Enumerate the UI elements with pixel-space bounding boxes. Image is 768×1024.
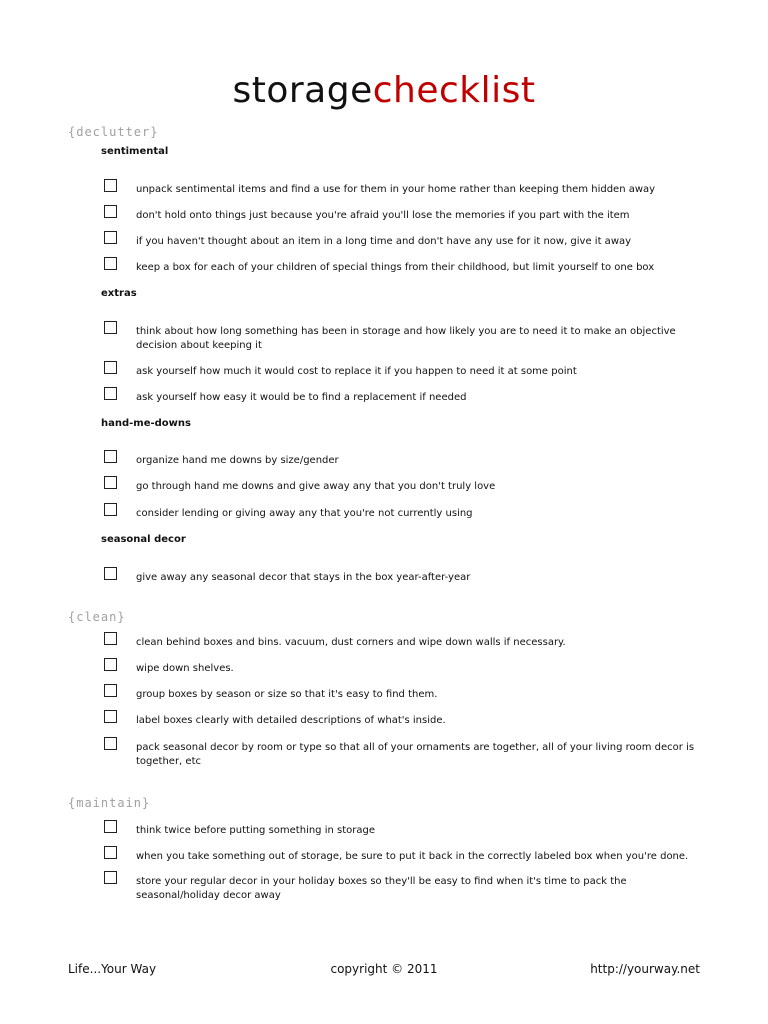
footer-brand: Life...Your Way bbox=[68, 962, 157, 976]
checkbox[interactable] bbox=[104, 231, 117, 244]
checklist-item-text: keep a box for each of your children of special things from their childhood, but limit yourself to one box bbox=[136, 262, 655, 273]
checkbox[interactable] bbox=[104, 321, 117, 334]
checkbox[interactable] bbox=[104, 632, 117, 645]
footer-copyright: copyright © 2011 bbox=[330, 962, 438, 976]
checkbox[interactable] bbox=[104, 387, 117, 400]
checklist-item-text: when you take something out of storage, be sure to put it back in the correctly labeled box when you're done. bbox=[136, 851, 689, 862]
checklist-item-text: give away any seasonal decor that stays in the box year-after-year bbox=[136, 572, 471, 583]
title-part-storage: storage bbox=[232, 70, 373, 111]
title-part-checklist: checklist bbox=[372, 70, 536, 111]
checklist-item-text: wipe down shelves. bbox=[136, 663, 234, 674]
checklist-item-text: label boxes clearly with detailed descriptions of what's inside. bbox=[136, 715, 446, 726]
checklist-item-text: group boxes by season or size so that it's easy to find them. bbox=[136, 689, 438, 700]
subheading-sentimental: sentimental bbox=[101, 146, 169, 157]
checklist-item-text: go through hand me downs and give away any that you don't truly love bbox=[136, 481, 496, 492]
checklist-item-text: ask yourself how easy it would be to find a replacement if needed bbox=[136, 392, 467, 403]
checkbox[interactable] bbox=[104, 361, 117, 374]
checkbox[interactable] bbox=[104, 503, 117, 516]
checklist-item-text: clean behind boxes and bins. vacuum, dust corners and wipe down walls if necessary. bbox=[136, 637, 566, 648]
checkbox[interactable] bbox=[104, 179, 117, 192]
checkbox[interactable] bbox=[104, 205, 117, 218]
section-label-clean: {clean} bbox=[68, 610, 126, 624]
checkbox[interactable] bbox=[104, 658, 117, 671]
section-label-declutter: {declutter} bbox=[68, 125, 159, 139]
checkbox[interactable] bbox=[104, 257, 117, 270]
checklist-item-text: ask yourself how much it would cost to replace it if you happen to need it at some point bbox=[136, 366, 577, 377]
checkbox[interactable] bbox=[104, 567, 117, 580]
checklist-item-text: consider lending or giving away any that you're not currently using bbox=[136, 508, 473, 519]
checkbox[interactable] bbox=[104, 450, 117, 463]
subheading-extras: extras bbox=[101, 288, 137, 299]
checklist-item-text: if you haven't thought about an item in a long time and don't have any use for it now, give it away bbox=[136, 236, 632, 247]
checklist-item-text: think twice before putting something in storage bbox=[136, 825, 375, 836]
checklist-item-text: unpack sentimental items and find a use for them in your home rather than keeping them hidden away bbox=[136, 184, 656, 195]
checkbox[interactable] bbox=[104, 846, 117, 859]
checkbox[interactable] bbox=[104, 684, 117, 697]
checkbox[interactable] bbox=[104, 710, 117, 723]
checklist-item-text: organize hand me downs by size/gender bbox=[136, 455, 339, 466]
section-label-maintain: {maintain} bbox=[68, 796, 151, 810]
checkbox[interactable] bbox=[104, 871, 117, 884]
checklist-item-text: store your regular decor in your holiday boxes so they'll be easy to find when it's time to pack the seasonal/holiday decor away bbox=[136, 876, 627, 901]
checkbox[interactable] bbox=[104, 737, 117, 750]
checklist-item-text: think about how long something has been in storage and how likely you are to need it to make an objective decision about keeping it bbox=[136, 326, 676, 351]
checklist-item-text: pack seasonal decor by room or type so that all of your ornaments are together, all of your living room decor is together, etc bbox=[136, 742, 695, 767]
subheading-hand-me-downs: hand-me-downs bbox=[101, 418, 191, 429]
checkbox[interactable] bbox=[104, 476, 117, 489]
footer-url: http://yourway.net bbox=[590, 962, 700, 976]
checkbox[interactable] bbox=[104, 820, 117, 833]
checklist-item-text: don't hold onto things just because you're afraid you'll lose the memories if you part with the item bbox=[136, 210, 630, 221]
page-title bbox=[0, 70, 768, 111]
subheading-seasonal-decor: seasonal decor bbox=[101, 534, 186, 545]
